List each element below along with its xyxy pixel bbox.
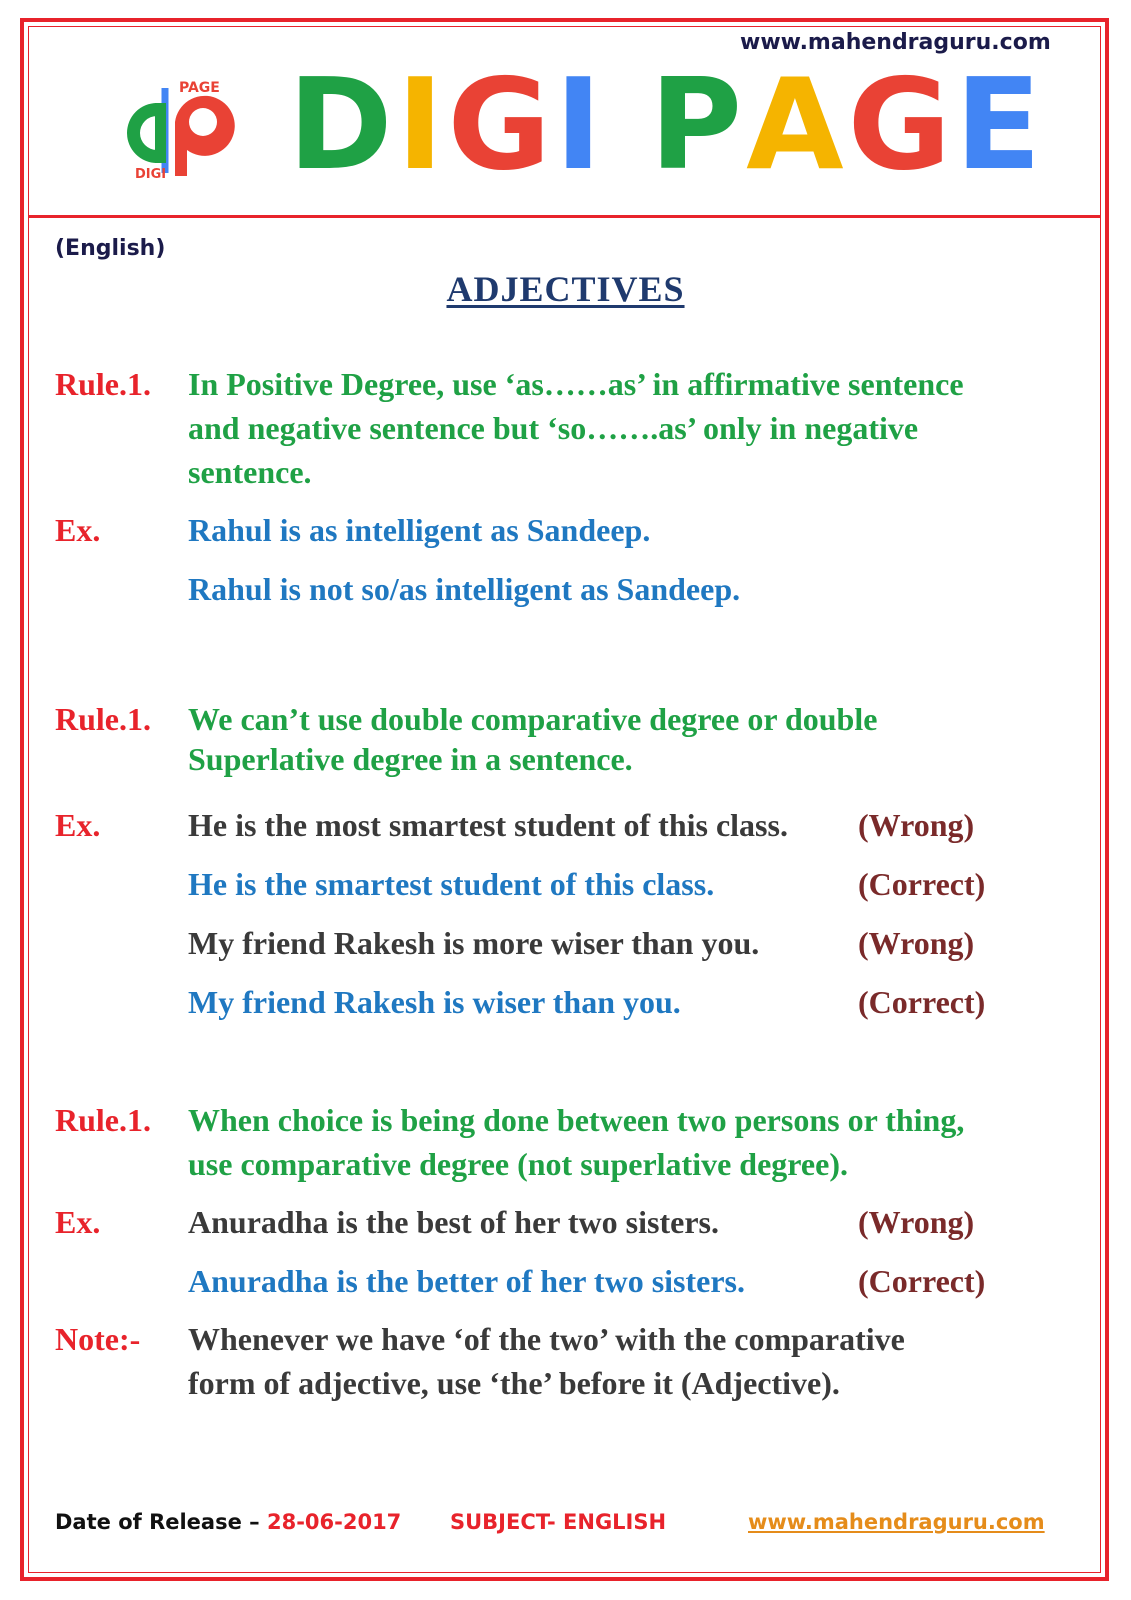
page-title-wrap bbox=[0, 268, 1131, 310]
header-site-url: www.mahendraguru.com bbox=[740, 30, 1051, 55]
page-title: ADJECTIVES bbox=[446, 269, 685, 309]
title-letter: D bbox=[288, 51, 397, 198]
title-letter: G bbox=[847, 51, 956, 198]
header-divider bbox=[28, 215, 1101, 218]
rule-label: Rule.1. bbox=[55, 366, 151, 402]
example-label: Ex. bbox=[55, 512, 101, 548]
verdict-wrong: (Wrong) bbox=[858, 807, 975, 843]
example-sentence: Rahul is not so/as intelligent as Sandeep. bbox=[188, 571, 741, 607]
title-letter: I bbox=[554, 51, 606, 198]
rule-text-line: sentence. bbox=[188, 454, 312, 490]
rule-text-line: Superlative degree in a sentence. bbox=[188, 741, 633, 777]
title-word bbox=[288, 51, 606, 198]
note-text-line: form of adjective, use ‘the’ before it (Adjective). bbox=[188, 1365, 840, 1401]
rule-text-line: and negative sentence but ‘so…….as’ only in negative bbox=[188, 410, 919, 446]
footer-date-label: Date of Release – bbox=[55, 1510, 267, 1534]
example-label: Ex. bbox=[55, 1204, 101, 1240]
rule-text-line: use comparative degree (not superlative degree). bbox=[188, 1146, 848, 1182]
rule-text-line: When choice is being done between two persons or thing, bbox=[188, 1102, 965, 1138]
title-letter: G bbox=[447, 51, 555, 198]
rule-label: Rule.1. bbox=[55, 701, 151, 737]
verdict-wrong: (Wrong) bbox=[858, 925, 975, 961]
title-letter: A bbox=[746, 51, 848, 198]
example-sentence: My friend Rakesh is wiser than you. bbox=[188, 984, 681, 1020]
example-sentence: Rahul is as intelligent as Sandeep. bbox=[188, 512, 651, 548]
verdict-correct: (Correct) bbox=[858, 866, 986, 902]
example-sentence: Anuradha is the best of her two sisters. bbox=[188, 1204, 719, 1240]
verdict-correct: (Correct) bbox=[858, 984, 986, 1020]
subject-tag: (English) bbox=[55, 236, 166, 261]
footer-subject: SUBJECT- ENGLISH bbox=[450, 1510, 667, 1534]
verdict-wrong: (Wrong) bbox=[858, 1204, 975, 1240]
footer-date-value: 28-06-2017 bbox=[266, 1510, 402, 1534]
verdict-correct: (Correct) bbox=[858, 1263, 986, 1299]
rule-text-line: In Positive Degree, use ‘as……as’ in affirmative sentence bbox=[188, 366, 964, 402]
note-text-line: Whenever we have ‘of the two’ with the comparative bbox=[188, 1321, 905, 1357]
example-sentence: Anuradha is the better of her two sisters. bbox=[188, 1263, 745, 1299]
title-letter: P bbox=[649, 51, 747, 198]
example-label: Ex. bbox=[55, 807, 101, 843]
footer-release-date bbox=[55, 1510, 401, 1534]
title-letter: I bbox=[396, 51, 448, 198]
rule-label: Rule.1. bbox=[55, 1102, 151, 1138]
example-sentence: My friend Rakesh is more wiser than you. bbox=[188, 925, 760, 961]
rule-text-line: We can’t use double comparative degree or double bbox=[188, 701, 878, 737]
example-sentence: He is the smartest student of this class. bbox=[188, 866, 715, 902]
title-word bbox=[649, 51, 1046, 198]
digi-page-logo-icon bbox=[95, 78, 255, 180]
title-letter: E bbox=[955, 51, 1046, 198]
logo-digi-text: DIGI bbox=[135, 167, 167, 180]
logo-page-text: PAGE bbox=[179, 80, 220, 96]
example-sentence: He is the most smartest student of this class. bbox=[188, 807, 788, 843]
footer-site-link[interactable]: www.mahendraguru.com bbox=[748, 1510, 1045, 1534]
digi-page-title bbox=[288, 51, 1046, 198]
note-label: Note:- bbox=[55, 1321, 141, 1357]
